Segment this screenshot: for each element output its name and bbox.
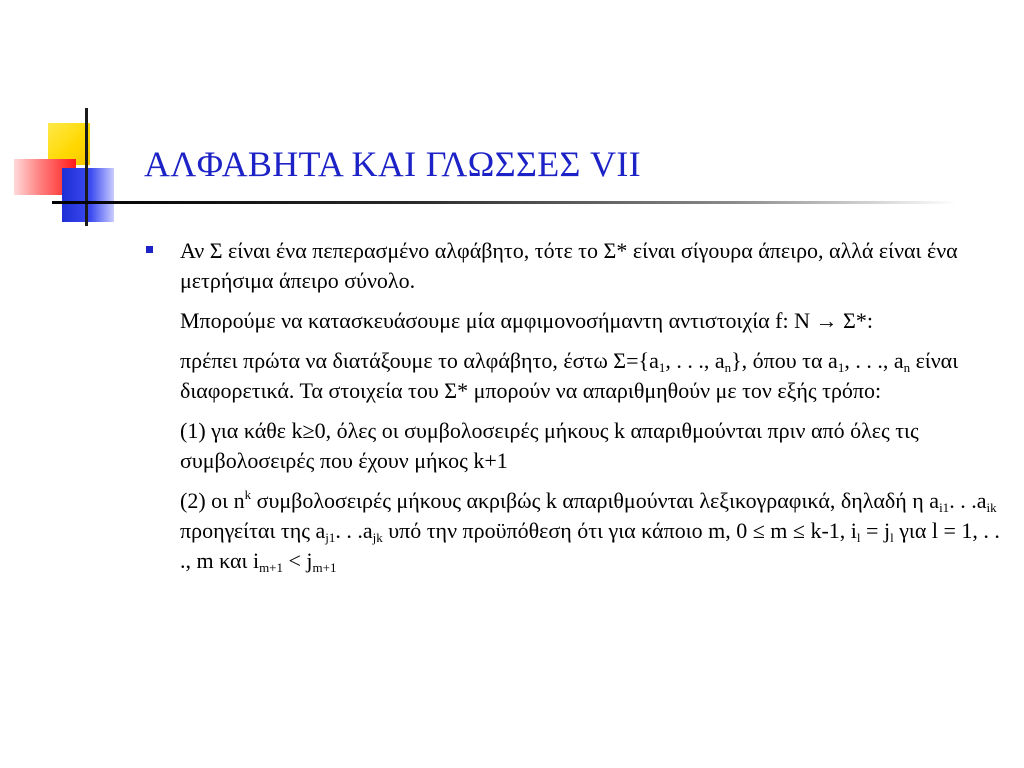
- slide-title: ΑΛΦΑΒΗΤΑ ΚΑΙ ΓΛΩΣΣΕΣ VII: [144, 144, 641, 184]
- subscript: m+1: [312, 560, 337, 575]
- text-run: για l = 1, . . ., m και i: [180, 518, 1000, 573]
- paragraph-4: (1) για κάθε k≥0, όλες οι συμβολοσειρές μήκους k απαριθμούνται πριν από όλες τις συμβολοσειρές που έχουν μήκος k+1: [180, 418, 919, 473]
- decor-vertical-line: [85, 108, 88, 226]
- slide-body: [180, 236, 1000, 586]
- title-underline: [52, 201, 957, 204]
- text-run: < j: [283, 548, 313, 573]
- text-run: . . .a: [335, 518, 373, 543]
- subscript: m+1: [259, 560, 284, 575]
- square-bullet-icon: [146, 246, 153, 253]
- paragraph-1: [180, 236, 1000, 296]
- text-run: προηγείται της a: [180, 518, 326, 543]
- text-run: }, όπου τα a: [731, 348, 838, 373]
- text-run: (2) οι n: [180, 488, 245, 513]
- text-run: υπό την προϋπόθεση ότι για κάποιο m, 0 ≤ m ≤ k-1, i: [382, 518, 857, 543]
- subscript: l: [890, 530, 894, 545]
- text-run: = j: [860, 518, 891, 543]
- subscript: 1: [837, 360, 845, 375]
- decor-blue-square: [62, 168, 114, 222]
- paragraph-3: [180, 346, 1000, 406]
- subscript: n: [903, 360, 911, 375]
- text-run: είναι διαφορετικά. Τα στοιχεία του Σ* μπορούν να απαριθμηθούν με τον εξής τρόπο:: [180, 348, 959, 403]
- paragraph-2: Μπορούμε να κατασκευάσουμε μία αμφιμονοσήμαντη αντιστοιχία f: N → Σ*:: [180, 308, 873, 333]
- superscript: k: [244, 487, 252, 502]
- subscript: 1: [658, 360, 666, 375]
- text-run: πρέπει πρώτα να διατάξουμε το αλφάβητο, έστω Σ={a: [180, 348, 659, 373]
- subscript: l: [856, 530, 861, 545]
- paragraph-1-text: Αν Σ είναι ένα πεπερασμένο αλφάβητο, τότε το Σ* είναι σίγουρα άπειρο, αλλά είναι ένα μετρήσιμα άπειρο σύνολο.: [180, 238, 958, 293]
- subscript: j1: [325, 530, 336, 545]
- text-run: συμβολοσειρές μήκους ακριβώς k απαριθμούνται λεξικογραφικά, δηλαδή η a: [251, 488, 940, 513]
- text-run: , . . ., a: [665, 348, 725, 373]
- text-run: . . .a: [949, 488, 987, 513]
- subscript: n: [724, 360, 732, 375]
- text-run: , . . ., a: [844, 348, 904, 373]
- paragraph-5: [180, 486, 1000, 576]
- subscript: i1: [939, 500, 950, 515]
- subscript: ik: [986, 500, 997, 515]
- subscript: jk: [372, 530, 383, 545]
